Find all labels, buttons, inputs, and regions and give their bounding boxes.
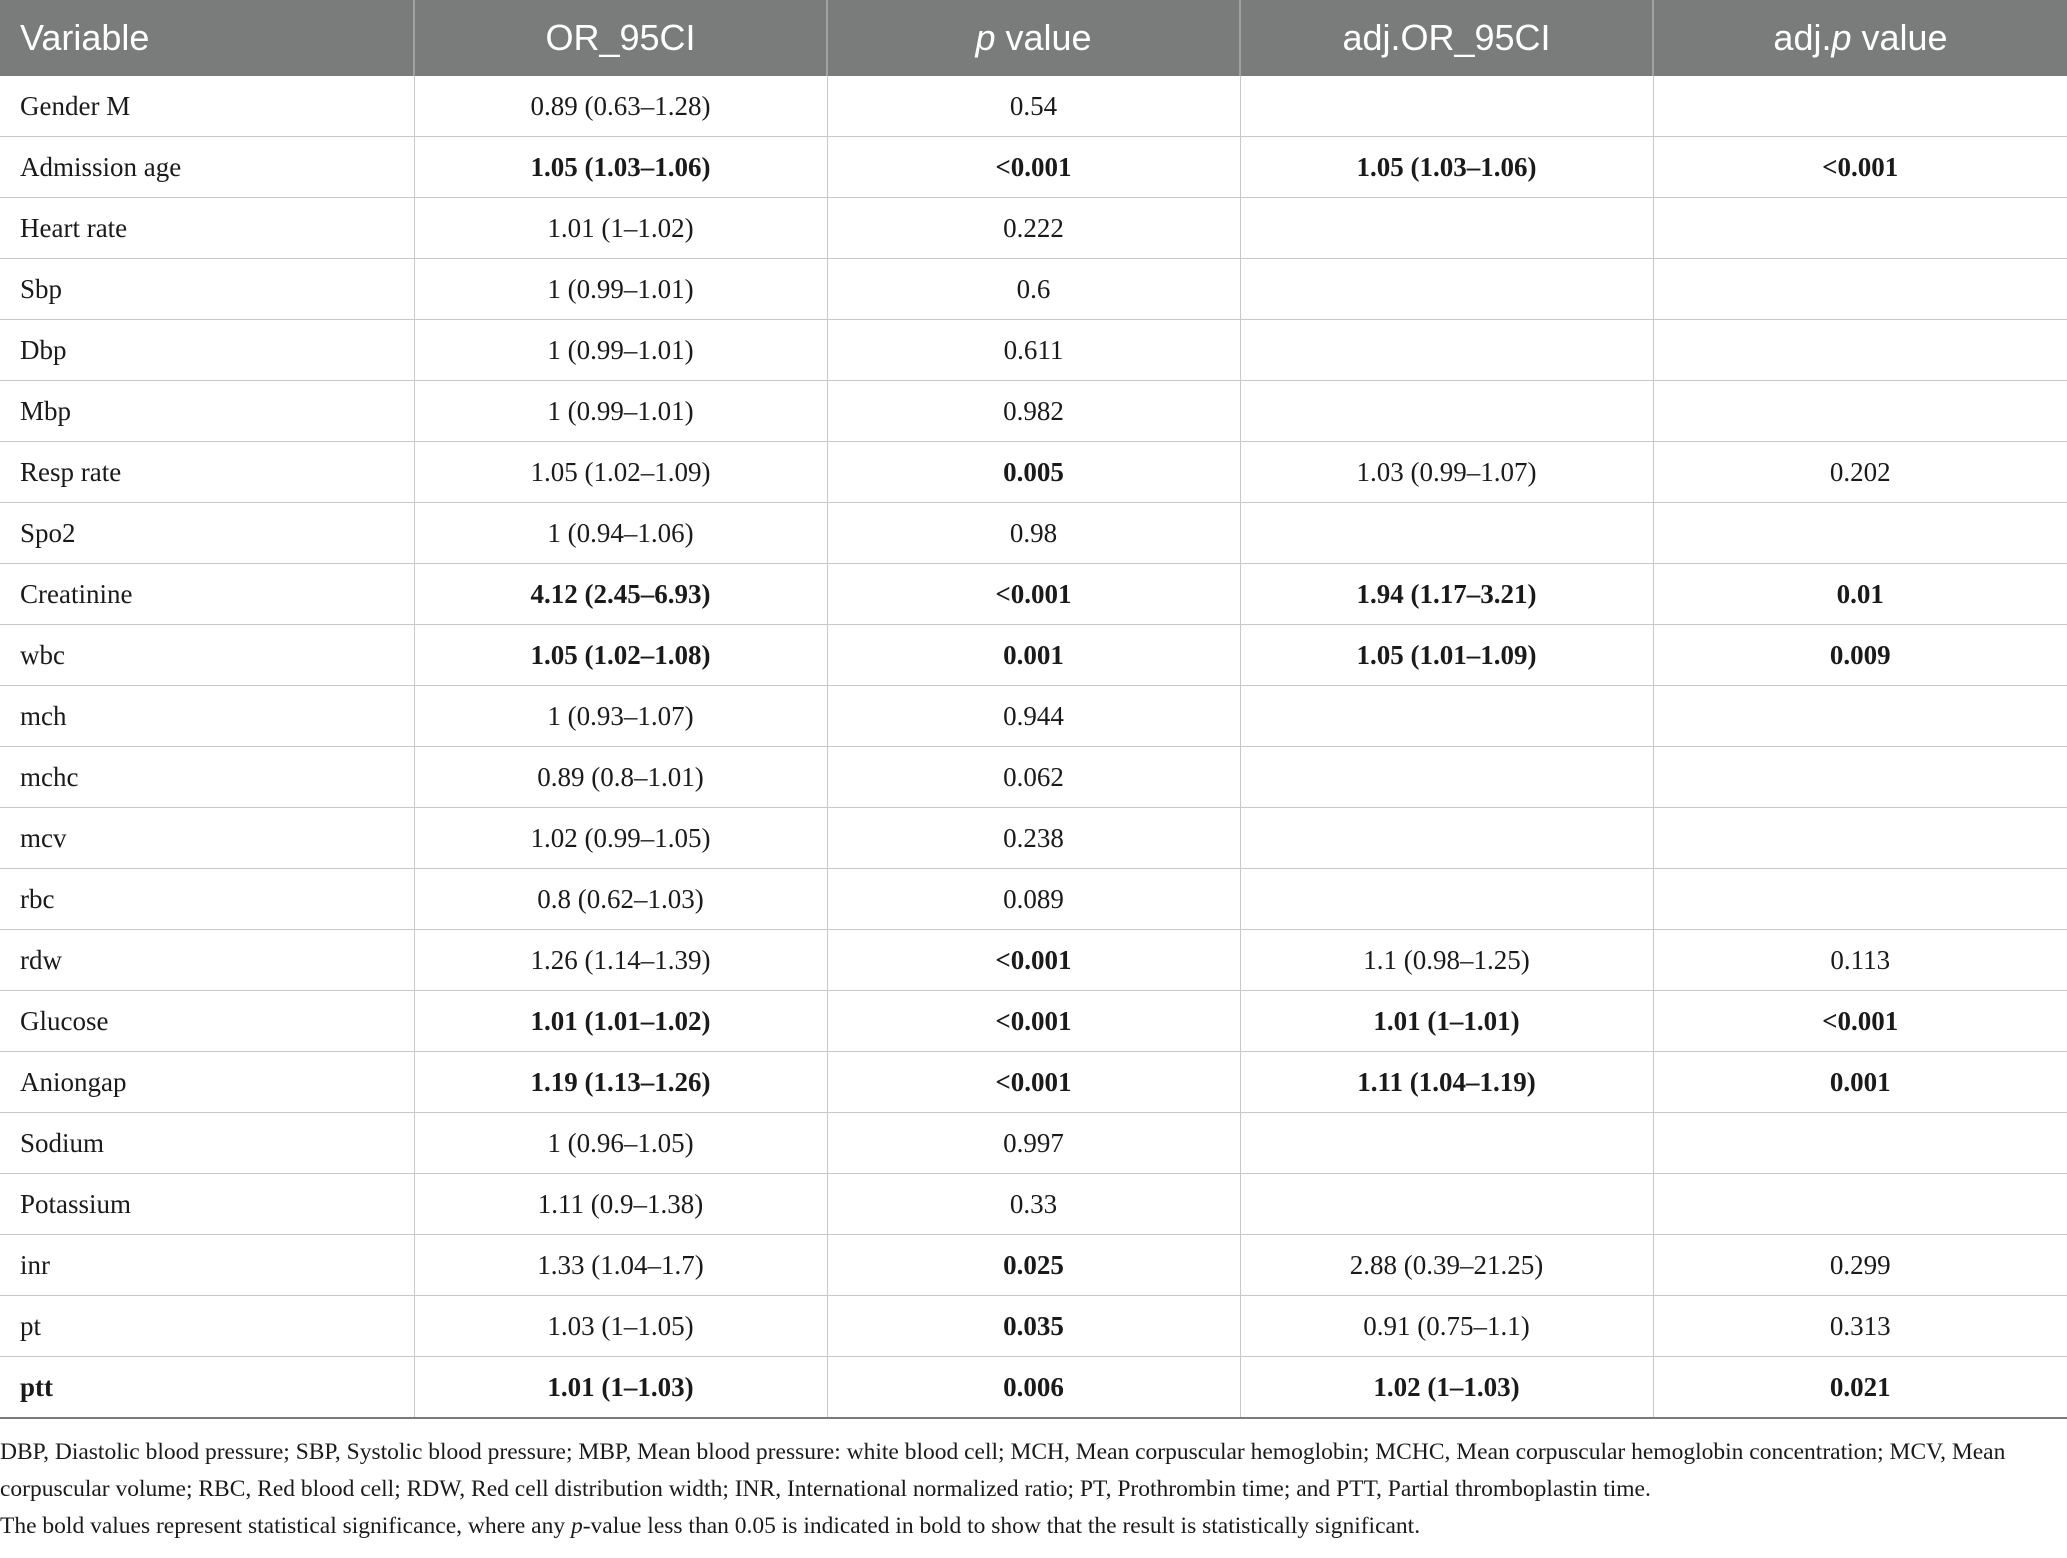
cell-adj-p-value: 0.113 <box>1653 930 2067 991</box>
cell-or-95ci: 1.11 (0.9–1.38) <box>414 1174 827 1235</box>
cell-p-value: 0.089 <box>827 869 1240 930</box>
cell-adj-or-95ci <box>1240 76 1653 137</box>
cell-or-95ci: 1.01 (1–1.03) <box>414 1357 827 1419</box>
table-row <box>0 869 2067 930</box>
cell-p-value: 0.035 <box>827 1296 1240 1357</box>
cell-p-value: 0.005 <box>827 442 1240 503</box>
cell-p-value: 0.006 <box>827 1357 1240 1419</box>
cell-adj-or-95ci <box>1240 1174 1653 1235</box>
footnote-abbreviations: DBP, Diastolic blood pressure; SBP, Systolic blood pressure; MBP, Mean blood pressure: white blood cell; MCH, Mean corpuscular hemoglobin; MCHC, Mean corpuscular hemoglobin concentration; MCV, Mean corpuscular volume; RBC, Red blood cell; RDW, Red cell distribution width; INR, International normalized ratio; PT, Prothrombin time; and PTT, Partial thromboplastin time. <box>0 1439 2006 1502</box>
cell-adj-p-value <box>1653 686 2067 747</box>
table-row <box>0 76 2067 137</box>
cell-or-95ci: 0.89 (0.8–1.01) <box>414 747 827 808</box>
cell-p-value: 0.98 <box>827 503 1240 564</box>
cell-adj-p-value: 0.299 <box>1653 1235 2067 1296</box>
cell-variable: Potassium <box>0 1174 414 1235</box>
footnote-bold-suffix: -value less than 0.05 is indicated in bold to show that the result is statistically significant. <box>582 1513 1421 1539</box>
cell-p-value: 0.238 <box>827 808 1240 869</box>
cell-variable: rdw <box>0 930 414 991</box>
cell-variable: ptt <box>0 1357 414 1419</box>
table-row <box>0 381 2067 442</box>
table-row <box>0 1113 2067 1174</box>
header-adj-p-suffix: value <box>1851 17 1948 58</box>
cell-p-value: <0.001 <box>827 930 1240 991</box>
cell-adj-p-value: 0.202 <box>1653 442 2067 503</box>
table-row <box>0 1235 2067 1296</box>
table-row <box>0 442 2067 503</box>
cell-variable: Resp rate <box>0 442 414 503</box>
cell-adj-or-95ci: 0.91 (0.75–1.1) <box>1240 1296 1653 1357</box>
cell-p-value: 0.54 <box>827 76 1240 137</box>
table-footnotes <box>0 1434 2067 1545</box>
cell-adj-p-value <box>1653 76 2067 137</box>
cell-or-95ci: 4.12 (2.45–6.93) <box>414 564 827 625</box>
cell-or-95ci: 1.05 (1.02–1.09) <box>414 442 827 503</box>
cell-adj-or-95ci <box>1240 1113 1653 1174</box>
cell-or-95ci: 1 (0.93–1.07) <box>414 686 827 747</box>
cell-or-95ci: 1.02 (0.99–1.05) <box>414 808 827 869</box>
cell-adj-p-value: <0.001 <box>1653 991 2067 1052</box>
cell-variable: Admission age <box>0 137 414 198</box>
cell-adj-or-95ci <box>1240 747 1653 808</box>
cell-adj-p-value <box>1653 1113 2067 1174</box>
header-adj-p-value <box>1653 0 2067 76</box>
cell-p-value: <0.001 <box>827 137 1240 198</box>
table-body <box>0 76 2067 1418</box>
cell-p-value: 0.33 <box>827 1174 1240 1235</box>
cell-adj-or-95ci: 1.01 (1–1.01) <box>1240 991 1653 1052</box>
table-row <box>0 198 2067 259</box>
cell-p-value: 0.025 <box>827 1235 1240 1296</box>
cell-variable: Creatinine <box>0 564 414 625</box>
footnote-bold-italic: p <box>570 1513 583 1539</box>
header-or-95ci: OR_95CI <box>414 0 827 76</box>
table-row <box>0 686 2067 747</box>
cell-variable: mchc <box>0 747 414 808</box>
table-row <box>0 1296 2067 1357</box>
cell-adj-or-95ci: 1.11 (1.04–1.19) <box>1240 1052 1653 1113</box>
cell-or-95ci: 0.89 (0.63–1.28) <box>414 76 827 137</box>
cell-adj-or-95ci <box>1240 869 1653 930</box>
cell-or-95ci: 1 (0.99–1.01) <box>414 381 827 442</box>
footnote-bold-prefix: The bold values represent statistical significance, where any <box>0 1513 571 1539</box>
cell-adj-p-value <box>1653 381 2067 442</box>
cell-adj-or-95ci <box>1240 259 1653 320</box>
cell-p-value: <0.001 <box>827 1052 1240 1113</box>
table-row <box>0 259 2067 320</box>
cell-variable: wbc <box>0 625 414 686</box>
header-p-value <box>827 0 1240 76</box>
table-row <box>0 503 2067 564</box>
cell-adj-p-value <box>1653 503 2067 564</box>
cell-adj-p-value <box>1653 259 2067 320</box>
table-row <box>0 991 2067 1052</box>
cell-or-95ci: 1.19 (1.13–1.26) <box>414 1052 827 1113</box>
header-adj-or-95ci: adj.OR_95CI <box>1240 0 1653 76</box>
cell-adj-or-95ci <box>1240 503 1653 564</box>
cell-variable: Sbp <box>0 259 414 320</box>
cell-variable: mch <box>0 686 414 747</box>
header-variable: Variable <box>0 0 414 76</box>
cell-adj-p-value: 0.009 <box>1653 625 2067 686</box>
footnote-bold-note <box>0 1508 2067 1545</box>
header-p-italic: p <box>975 17 996 58</box>
cell-p-value: <0.001 <box>827 564 1240 625</box>
header-adj-p-italic: p <box>1831 17 1852 58</box>
header-p-suffix: value <box>995 17 1092 58</box>
cell-variable: Mbp <box>0 381 414 442</box>
cell-adj-or-95ci: 1.1 (0.98–1.25) <box>1240 930 1653 991</box>
cell-variable: Spo2 <box>0 503 414 564</box>
table-row <box>0 1357 2067 1419</box>
cell-p-value: 0.062 <box>827 747 1240 808</box>
cell-p-value: 0.982 <box>827 381 1240 442</box>
cell-or-95ci: 1 (0.99–1.01) <box>414 320 827 381</box>
table-row <box>0 1052 2067 1113</box>
cell-adj-p-value: 0.313 <box>1653 1296 2067 1357</box>
cell-or-95ci: 1.05 (1.02–1.08) <box>414 625 827 686</box>
cell-adj-p-value <box>1653 198 2067 259</box>
cell-adj-or-95ci <box>1240 686 1653 747</box>
cell-or-95ci: 1.01 (1–1.02) <box>414 198 827 259</box>
header-adj-p-prefix: adj. <box>1773 17 1832 58</box>
table-header-row <box>0 0 2067 76</box>
cell-p-value: 0.6 <box>827 259 1240 320</box>
cell-variable: Glucose <box>0 991 414 1052</box>
cell-or-95ci: 1.33 (1.04–1.7) <box>414 1235 827 1296</box>
cell-adj-p-value: 0.021 <box>1653 1357 2067 1419</box>
cell-adj-or-95ci <box>1240 320 1653 381</box>
table-row <box>0 564 2067 625</box>
cell-adj-or-95ci <box>1240 808 1653 869</box>
cell-variable: Gender M <box>0 76 414 137</box>
cell-adj-p-value: <0.001 <box>1653 137 2067 198</box>
cell-variable: Heart rate <box>0 198 414 259</box>
cell-adj-p-value <box>1653 747 2067 808</box>
cell-adj-or-95ci: 1.05 (1.03–1.06) <box>1240 137 1653 198</box>
cell-p-value: 0.611 <box>827 320 1240 381</box>
cell-adj-or-95ci: 1.03 (0.99–1.07) <box>1240 442 1653 503</box>
cell-adj-or-95ci <box>1240 198 1653 259</box>
cell-adj-p-value <box>1653 869 2067 930</box>
cell-variable: Dbp <box>0 320 414 381</box>
cell-adj-p-value: 0.01 <box>1653 564 2067 625</box>
cell-adj-or-95ci: 1.02 (1–1.03) <box>1240 1357 1653 1419</box>
cell-adj-or-95ci: 1.05 (1.01–1.09) <box>1240 625 1653 686</box>
table-row <box>0 320 2067 381</box>
cell-adj-or-95ci <box>1240 381 1653 442</box>
cell-variable: mcv <box>0 808 414 869</box>
cell-variable: Sodium <box>0 1113 414 1174</box>
cell-p-value: 0.001 <box>827 625 1240 686</box>
cell-or-95ci: 1.26 (1.14–1.39) <box>414 930 827 991</box>
cell-or-95ci: 1.03 (1–1.05) <box>414 1296 827 1357</box>
cell-adj-or-95ci: 2.88 (0.39–21.25) <box>1240 1235 1653 1296</box>
cell-or-95ci: 1 (0.94–1.06) <box>414 503 827 564</box>
cell-variable: pt <box>0 1296 414 1357</box>
cell-or-95ci: 1.01 (1.01–1.02) <box>414 991 827 1052</box>
cell-p-value: 0.944 <box>827 686 1240 747</box>
cell-or-95ci: 1 (0.96–1.05) <box>414 1113 827 1174</box>
cell-adj-p-value <box>1653 1174 2067 1235</box>
cell-p-value: 0.997 <box>827 1113 1240 1174</box>
cell-p-value: 0.222 <box>827 198 1240 259</box>
cell-or-95ci: 1.05 (1.03–1.06) <box>414 137 827 198</box>
cell-or-95ci: 1 (0.99–1.01) <box>414 259 827 320</box>
table-row <box>0 930 2067 991</box>
cell-p-value: <0.001 <box>827 991 1240 1052</box>
table-row <box>0 808 2067 869</box>
table-row <box>0 1174 2067 1235</box>
cell-or-95ci: 0.8 (0.62–1.03) <box>414 869 827 930</box>
cell-variable: rbc <box>0 869 414 930</box>
cell-adj-or-95ci: 1.94 (1.17–3.21) <box>1240 564 1653 625</box>
cell-adj-p-value <box>1653 320 2067 381</box>
table-row <box>0 137 2067 198</box>
cell-variable: inr <box>0 1235 414 1296</box>
cell-adj-p-value: 0.001 <box>1653 1052 2067 1113</box>
cell-variable: Aniongap <box>0 1052 414 1113</box>
cell-adj-p-value <box>1653 808 2067 869</box>
table-row <box>0 625 2067 686</box>
table-row <box>0 747 2067 808</box>
